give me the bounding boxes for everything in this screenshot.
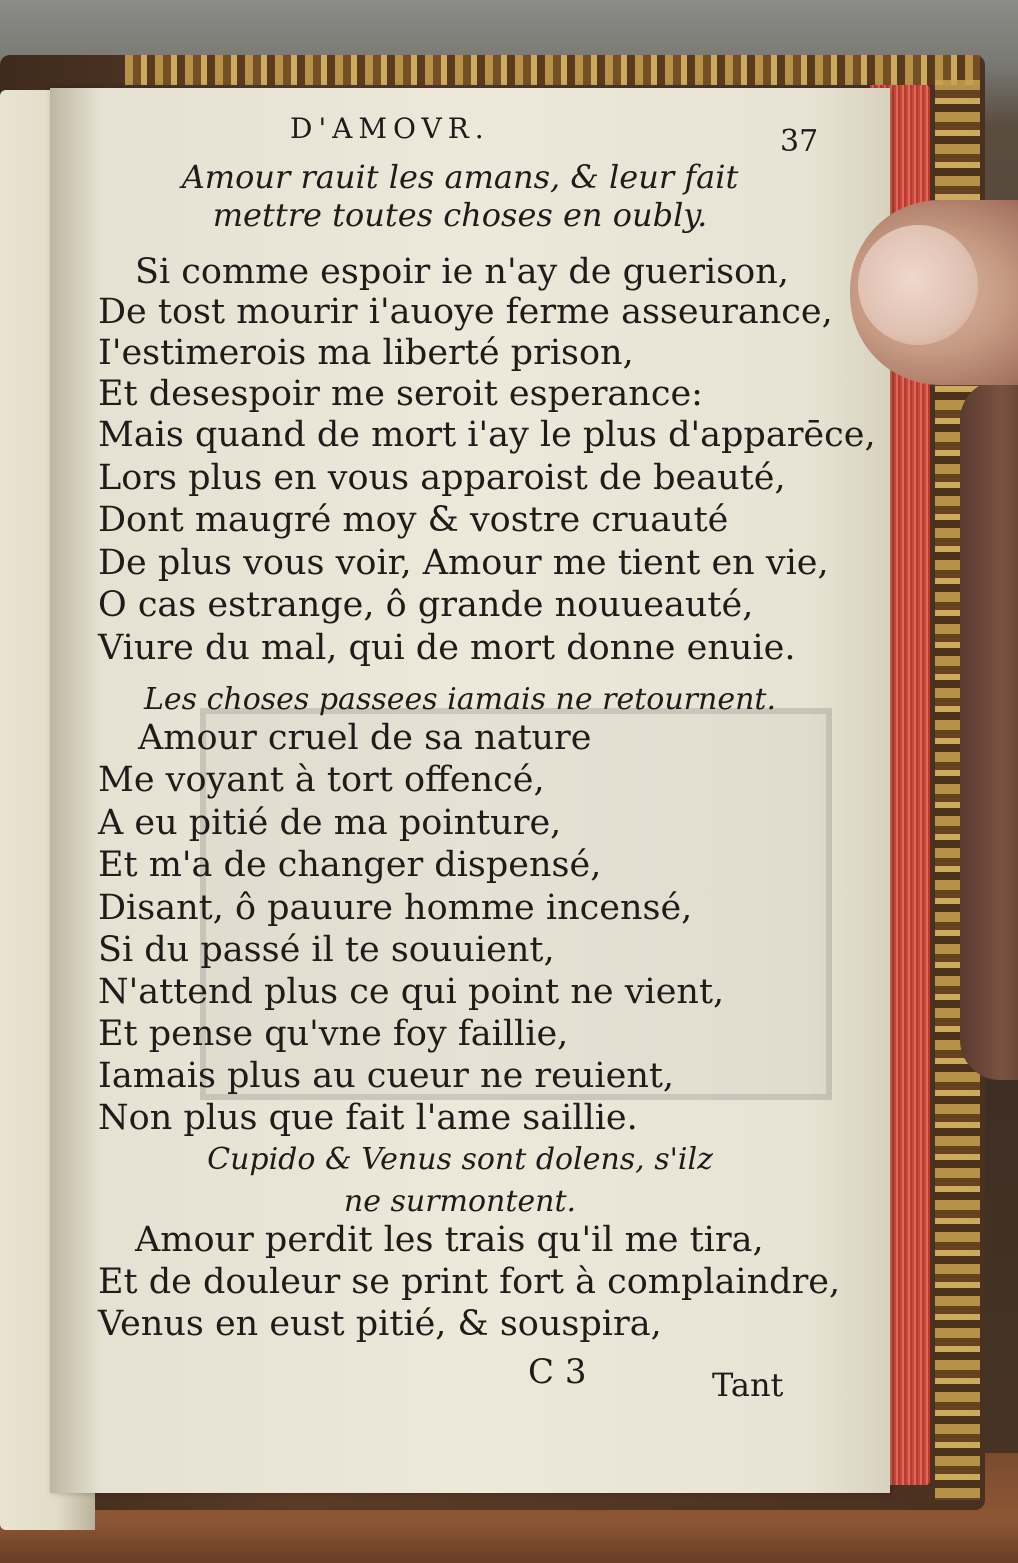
verse-line: De plus vous voir, Amour me tient en vie, <box>98 543 829 583</box>
verse-line: A eu pitié de ma pointure, <box>98 803 562 843</box>
verse-line: Venus en eust pitié, & souspira, <box>98 1304 662 1344</box>
verse-line: Et pense qu'vne foy faillie, <box>98 1014 569 1054</box>
verse-line: O cas estrange, ô grande nouueauté, <box>98 585 754 625</box>
verse-line: Disant, ô pauure homme incensé, <box>98 888 693 928</box>
verse-line: Et de douleur se print fort à complaindre, <box>98 1262 841 1302</box>
verse-line: Iamais plus au cueur ne reuient, <box>98 1056 675 1096</box>
verse-line: Mais quand de mort i'ay le plus d'apparēce, <box>98 415 876 455</box>
verse-line: Dont maugré moy & vostre cruauté <box>98 500 729 540</box>
verse-line: Si comme espoir ie n'ay de guerison, <box>135 252 789 292</box>
signature-mark: C 3 <box>528 1352 587 1392</box>
verse-line: Me voyant à tort offencé, <box>98 760 545 800</box>
verse-line: N'attend plus ce qui point ne vient, <box>98 972 725 1012</box>
poem-1-heading-line-1: Amour rauit les amans, & leur fait <box>181 158 739 196</box>
thumbnail-nail <box>858 225 978 345</box>
verse-line: Amour perdit les trais qu'il me tira, <box>135 1220 764 1260</box>
poem-3-heading-line-1: Cupido & Venus sont dolens, s'ilz <box>207 1142 713 1177</box>
verse-line: I'estimerois ma liberté prison, <box>98 333 634 373</box>
poem-1-heading-line-2: mettre toutes choses en oubly. <box>212 196 708 234</box>
verse-line: Si du passé il te souuient, <box>98 930 555 970</box>
verse-line: Et m'a de changer dispensé, <box>98 845 602 885</box>
verse-line: Non plus que fait l'ame saillie. <box>98 1098 638 1138</box>
poem-2-heading: Les choses passees iamais ne retournent. <box>143 682 776 717</box>
running-head: D'AMOVR. <box>290 112 490 145</box>
gilt-border-top <box>125 55 980 85</box>
holding-finger <box>960 380 1018 1080</box>
verse-line: Amour cruel de sa nature <box>138 718 592 758</box>
verse-line: De tost mourir i'auoye ferme asseurance, <box>98 292 833 332</box>
catchword: Tant <box>712 1366 784 1404</box>
verse-line: Lors plus en vous apparoist de beauté, <box>98 458 786 498</box>
page-number: 37 <box>780 124 819 159</box>
poem-3-heading-line-2: ne surmontent. <box>343 1184 577 1219</box>
verse-line: Et desespoir me seroit esperance: <box>98 374 703 414</box>
verse-line: Viure du mal, qui de mort donne enuie. <box>98 628 796 668</box>
